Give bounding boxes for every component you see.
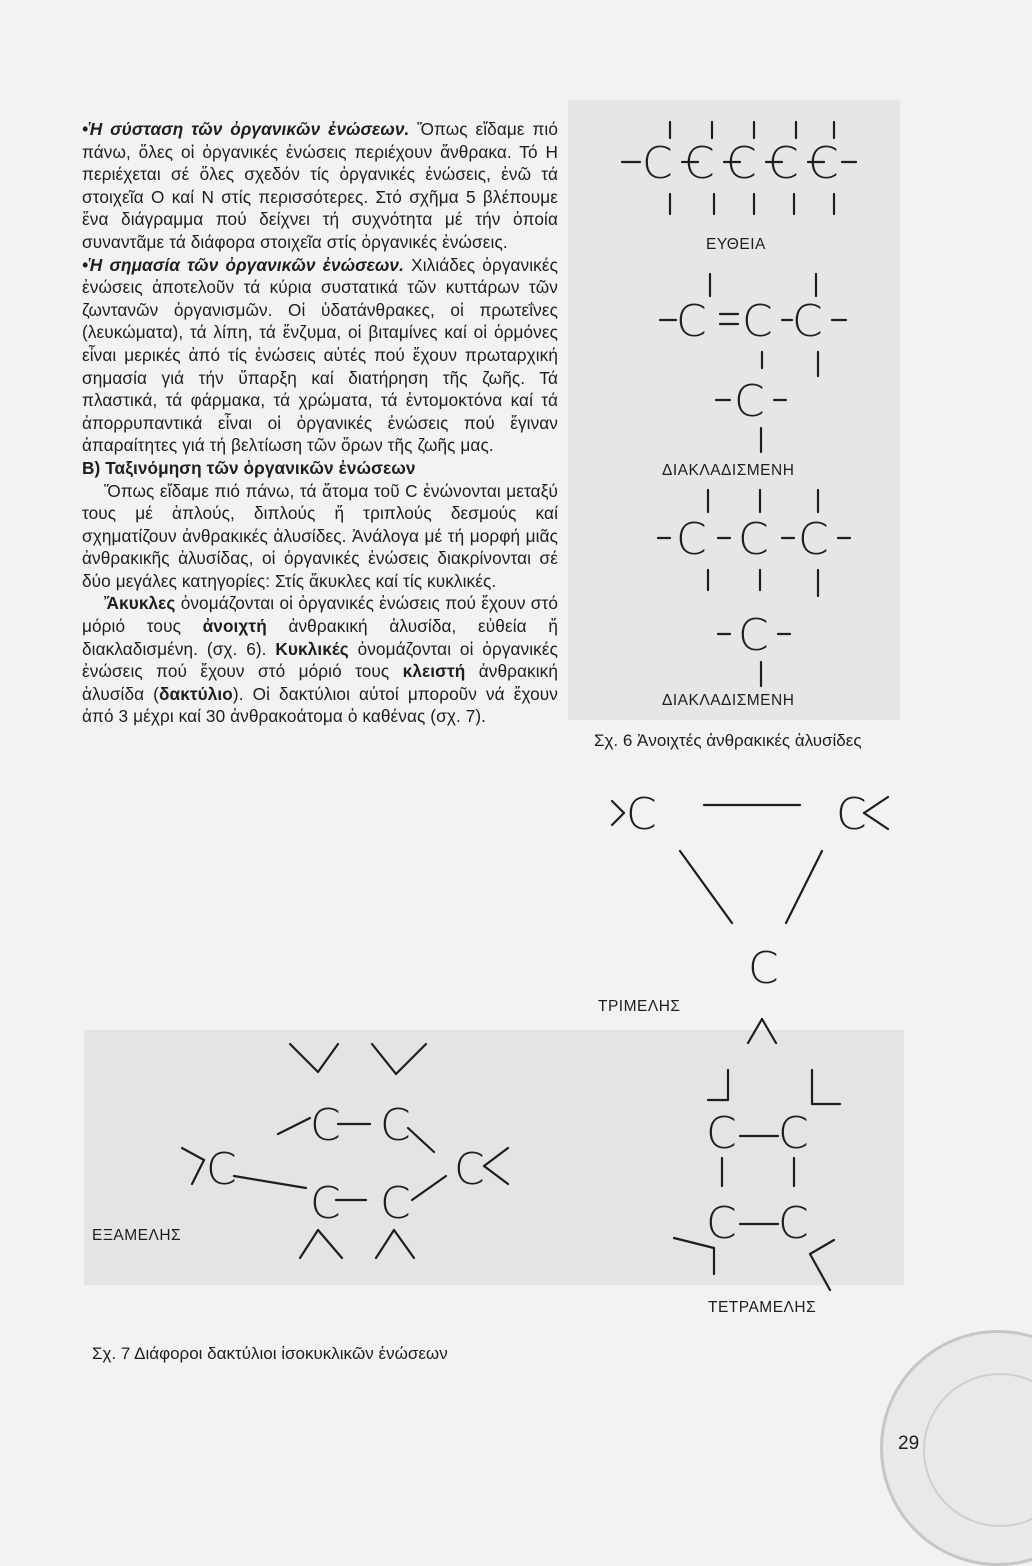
svg-text:C: C <box>626 789 657 840</box>
svg-text:C: C <box>808 138 839 189</box>
label-four-membered-ring: ΤΕΤΡΑΜΕΛΗΣ <box>708 1299 817 1316</box>
svg-text:C: C <box>778 1198 809 1249</box>
label-six-membered-ring: ΕΞΑΜΕΛΗΣ <box>92 1227 182 1244</box>
svg-text:C: C <box>206 1144 237 1195</box>
svg-text:C: C <box>310 1178 341 1229</box>
branched-chain-diagram-1 <box>620 268 860 458</box>
svg-text:C: C <box>706 1198 737 1249</box>
four-membered-ring-diagram <box>660 1060 880 1300</box>
paragraph-significance: •Ἡ σημασία τῶν ὀργανικῶν ἐνώσεων. Χιλιάδες ὀργανικές ἐνώσεις ἀποτελοῦν τά κύρια συστατικά τῶν κυττάρων τῶν ζωντανῶν ὀργανισμῶν. Οἱ ὑδατάνθρακες, οἱ πρωτεΐνες (λευκώματα), τά λίπη, τά ἔνζυμα, οἱ βιταμίνες καί οἱ ὁρμόνες εἶναι μερικές ἀπό τίς ἐνώσεις αὐτές πού ἔχουν πρωταρχική σημασία γιά τήν ὕπαρξη καί διατήρηση τῆς ζωῆς. Τά πλαστικά, τά φάρμακα, τά χρώματα, τά ἐντομοκτόνα καί τά ἀπορρυπαντικά εἶναι οἱ ὀργανικές ἐνώσεις πού ἔγιναν ἀπαραίτητες γιά τή βελτίωση τῶν ὅρων τῆς ζωῆς μας. <box>82 254 559 456</box>
svg-text:C: C <box>748 943 779 994</box>
svg-text:C: C <box>380 1178 411 1229</box>
svg-text:C: C <box>836 789 867 840</box>
figure6-caption: Σχ. 6 Ἀνοιχτές ἀνθρακικές ἁλυσίδες <box>594 731 862 750</box>
section-heading-classification: Β) Ταξινόμηση τῶν ὀργανικῶν ἐνώσεων <box>82 457 416 478</box>
main-text-column <box>82 118 558 728</box>
three-membered-ring-diagram <box>592 775 922 1080</box>
svg-text:C: C <box>380 1100 411 1151</box>
paragraph-acyclic-cyclic: Ἄκυκλες ὀνομάζονται οἱ ὀργανικές ἐνώσεις πού ἔχουν στό μόριό τους ἀνοιχτή ἀνθρακική ἁλυσίδα, εὐθεία ἤ διακλαδισμένη. (σχ. 6). Κυκλικές ὀνομάζονται οἱ ὀργανικές ἐνώσεις πού ἔχουν στό μόριό τους κλειστή ἀνθρακική ἁλυσίδα (δακτύλιο). Οἱ δακτύλιοι αὐτοί μποροῦν νά ἔχουν ἀπό 3 μέχρι καί 30 ἀνθρακοάτομα ὁ καθένας (σχ. 7). <box>82 593 558 727</box>
svg-text:C: C <box>310 1100 341 1151</box>
branched-chain-diagram-2 <box>620 486 860 691</box>
label-branched-chain-2: ΔΙΑΚΛΑΔΙΣΜΕΝΗ <box>662 692 795 709</box>
svg-text:C: C <box>778 1108 809 1159</box>
svg-text:C: C <box>684 138 715 189</box>
paragraph-composition: •Ἡ σύσταση τῶν ὀργανικῶν ἐνώσεων. Ὅπως εἴδαμε πιό πάνω, ὅλες οἱ ὀργανικές ἐνώσεις περιέχουν ἄνθρακα. Τό Η περιέχεται σέ ὅλες σχεδόν τίς ὀργανικές ἐνώσεις, ἐνῶ τά στοιχεῖα Ο καί Ν στίς περισσότερες. Στό σχῆμα 5 βλέπουμε ἕνα διάγραμμα πού δείχνει τή συχνότητα μέ τήν ὁποία συναντᾶμε τά διάφορα στοιχεῖα στίς ὀργανικές ἐνώσεις. <box>82 119 558 252</box>
heading-composition: •Ἡ σύσταση τῶν ὀργανικῶν ἐνώσεων. <box>82 119 410 139</box>
paragraph-classification: Ὅπως εἴδαμε πιό πάνω, τά ἄτομα τοῦ C ἑνώνονται μεταξύ τους μέ ἁπλούς, διπλούς ἤ τριπλούς δεσμούς καί σχηματίζουν ἀνθρακικές ἁλυσίδες. Ἀνάλογα μέ τή μορφή μιᾶς ἀνθρακικῆς ἁλυσίδας, οἱ ὀργανικές ἐνώσεις διακρίνονται σέ δύο μεγάλες κατηγορίες: Στίς ἄκυκλες καί τίς κυκλικές. <box>82 480 558 591</box>
svg-text:C: C <box>706 1108 737 1159</box>
svg-text:C: C <box>742 296 773 347</box>
label-three-membered-ring: ΤΡΙΜΕΛΗΣ <box>598 998 681 1015</box>
svg-text:C: C <box>734 376 765 427</box>
svg-text:C: C <box>768 138 799 189</box>
svg-text:C: C <box>454 1144 485 1195</box>
svg-text:C: C <box>726 138 757 189</box>
label-straight-chain: ΕΥΘΕΙΑ <box>706 236 766 253</box>
svg-text:C: C <box>798 514 829 565</box>
svg-text:C: C <box>676 514 707 565</box>
straight-chain-diagram <box>620 118 860 228</box>
heading-significance: •Ἡ σημασία τῶν ὀργανικῶν ἐνώσεων. <box>82 254 404 275</box>
svg-text:C: C <box>676 296 707 347</box>
label-branched-chain-1: ΔΙΑΚΛΑΔΙΣΜΕΝΗ <box>662 462 795 479</box>
svg-text:C: C <box>792 296 823 347</box>
page-number: 29 <box>898 1433 920 1454</box>
svg-text:C: C <box>738 610 769 661</box>
svg-text:C: C <box>642 138 673 189</box>
figure7-caption: Σχ. 7 Διάφοροι δακτύλιοι ἰσοκυκλικῶν ἐνώσεων <box>92 1344 448 1363</box>
svg-text:C: C <box>738 514 769 565</box>
six-membered-ring-diagram <box>170 1036 530 1276</box>
